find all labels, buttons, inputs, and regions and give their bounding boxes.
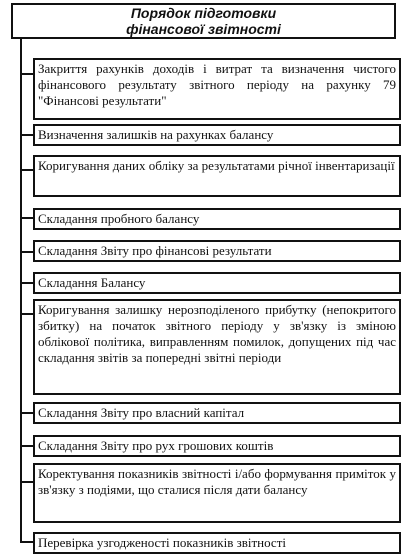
step-connector xyxy=(20,217,34,219)
step-box-equity-statement xyxy=(33,402,401,424)
step-text: Перевірка узгодженості показників звітності xyxy=(38,535,286,550)
step-text: Коректування показників звітності і/або формування приміток у зв'язку з подіями, що сталися після дати балансу xyxy=(38,466,396,497)
step-box-closing-accounts xyxy=(33,58,401,120)
step-box-account-balances xyxy=(33,124,401,146)
step-connector xyxy=(20,445,34,447)
step-connector xyxy=(20,481,34,483)
step-text: Коригування даних обліку за результатами річної інвентаризації xyxy=(38,158,395,173)
step-box-income-statement xyxy=(33,240,401,262)
step-box-subsequent-events xyxy=(33,463,401,523)
flow-spine-line xyxy=(20,39,22,542)
step-box-balance-sheet xyxy=(33,272,401,294)
step-connector xyxy=(20,251,34,253)
step-box-retained-earnings-adjustment xyxy=(33,299,401,395)
step-text: Визначення залишків на рахунках балансу xyxy=(38,127,274,142)
step-connector xyxy=(20,169,34,171)
step-connector xyxy=(20,541,34,543)
step-connector xyxy=(20,412,34,414)
step-connector xyxy=(20,313,34,315)
step-text: Коригування залишку нерозподіленого прибутку (непокритого збитку) на початок звітного періоду у зв'язку із зміною облікової політика, виправленням помилок, допущених під час складання звітів за попередні звітні періоди xyxy=(38,302,396,365)
diagram-title: Порядок підготовки фінансової звітності xyxy=(126,5,281,37)
step-text: Складання Звіту про рух грошових коштів xyxy=(38,438,274,453)
step-box-consistency-check xyxy=(33,532,401,554)
step-text: Складання Звіту про фінансові результати xyxy=(38,243,272,258)
step-text: Складання Звіту про власний капітал xyxy=(38,405,245,420)
diagram-title-box xyxy=(11,3,396,39)
step-text: Закриття рахунків доходів і витрат та визначення чистого фінансового результату звітного періоду на рахунку 79 "Фінансові результати" xyxy=(38,61,396,108)
step-connector xyxy=(20,282,34,284)
step-connector xyxy=(20,73,34,75)
step-text: Складання пробного балансу xyxy=(38,211,200,226)
step-box-cash-flow-statement xyxy=(33,435,401,457)
step-box-inventory-adjustment xyxy=(33,155,401,197)
step-connector xyxy=(20,134,34,136)
step-box-trial-balance xyxy=(33,208,401,230)
step-text: Складання Балансу xyxy=(38,275,146,290)
